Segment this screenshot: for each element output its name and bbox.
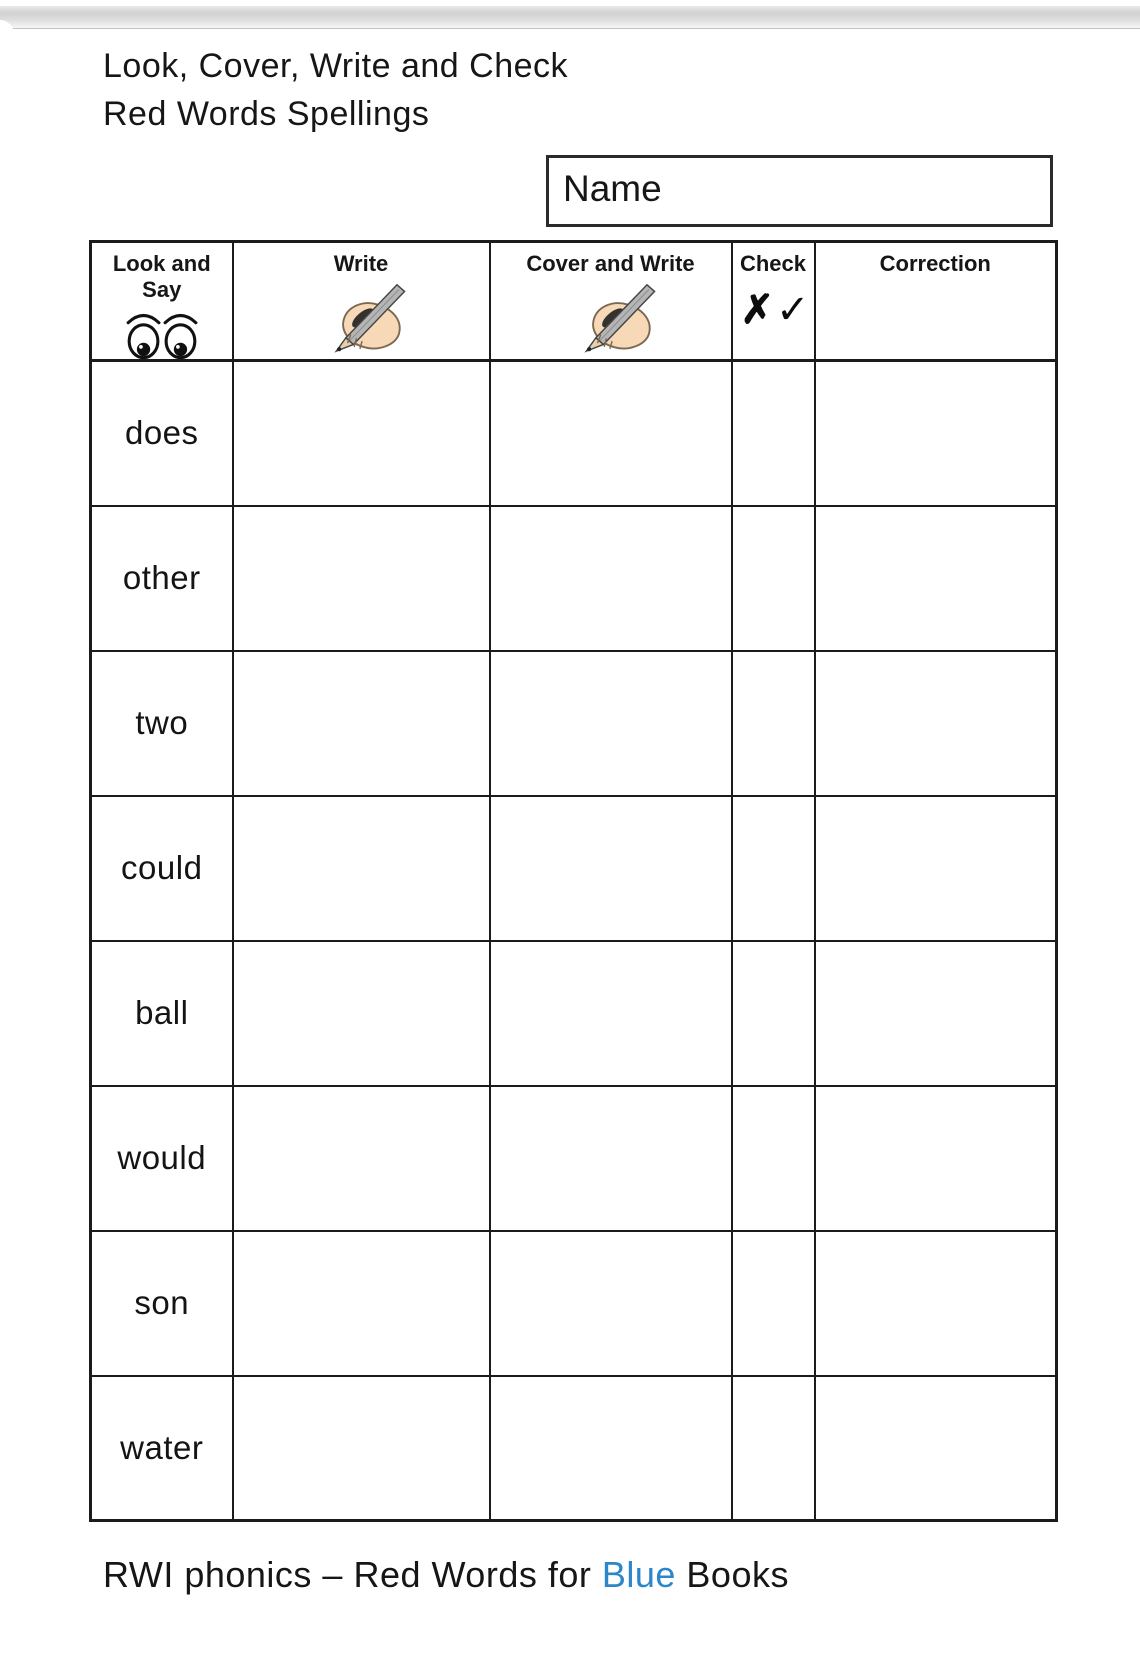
correction-cell	[815, 1231, 1057, 1376]
word-cell: does	[91, 361, 233, 506]
page-title	[103, 42, 568, 138]
cover-write-cell	[490, 361, 732, 506]
table-row	[91, 941, 1057, 1086]
word-cell: could	[91, 796, 233, 941]
correction-cell	[815, 651, 1057, 796]
spelling-table	[89, 240, 1058, 1522]
correction-cell	[815, 796, 1057, 941]
footer-highlight: Blue	[601, 1554, 676, 1595]
col-header-label: Cover and Write	[526, 251, 695, 276]
word-cell: water	[91, 1376, 233, 1521]
cross-mark: ✗	[740, 288, 777, 332]
write-cell	[233, 651, 490, 796]
table-row	[91, 361, 1057, 506]
table-row	[91, 1086, 1057, 1231]
write-cell	[233, 941, 490, 1086]
check-cell	[732, 651, 815, 796]
check-cell	[732, 796, 815, 941]
name-box-label: Name	[563, 168, 662, 209]
name-box	[546, 155, 1053, 227]
table-row	[91, 1376, 1057, 1521]
cover-write-cell	[490, 1086, 732, 1231]
cover-write-cell	[490, 1376, 732, 1521]
cover-write-cell	[490, 941, 732, 1086]
eyes-icon	[123, 307, 201, 359]
scrollbar-track[interactable]	[0, 6, 1140, 29]
cover-write-cell	[490, 651, 732, 796]
page-corner-notch	[0, 20, 14, 48]
check-cell	[732, 506, 815, 651]
col-header-cover-and-write	[490, 242, 732, 361]
check-cell	[732, 1086, 815, 1231]
word-cell: would	[91, 1086, 233, 1231]
tick-mark: ✓	[776, 288, 812, 332]
correction-cell	[815, 361, 1057, 506]
col-header-label: Check	[739, 251, 807, 276]
footer-prefix: RWI phonics – Red Words for	[103, 1554, 602, 1595]
correction-cell	[815, 1376, 1057, 1521]
word-cell: ball	[91, 941, 233, 1086]
col-header-label: Look and	[112, 251, 211, 276]
check-cell	[732, 1376, 815, 1521]
cross-tick-marks	[733, 277, 814, 333]
table-row	[91, 651, 1057, 796]
table-row	[91, 506, 1057, 651]
correction-cell	[815, 1086, 1057, 1231]
footer-suffix: Books	[675, 1554, 789, 1595]
cover-write-cell	[490, 1231, 732, 1376]
table-row	[91, 796, 1057, 941]
correction-cell	[815, 941, 1057, 1086]
col-header-check	[732, 242, 815, 361]
write-cell	[233, 506, 490, 651]
writing-hand-icon	[313, 281, 409, 353]
col-header-label: Correction	[879, 251, 991, 276]
footer-text	[103, 1554, 789, 1596]
write-cell	[233, 1231, 490, 1376]
check-cell	[732, 1231, 815, 1376]
write-cell	[233, 1376, 490, 1521]
write-cell	[233, 361, 490, 506]
table-row	[91, 1231, 1057, 1376]
page-title-line2: Red Words Spellings	[103, 95, 430, 133]
col-header-label: Say	[142, 277, 182, 302]
col-header-correction	[815, 242, 1057, 361]
cover-write-cell	[490, 506, 732, 651]
write-cell	[233, 1086, 490, 1231]
correction-cell	[815, 506, 1057, 651]
col-header-label: Write	[333, 251, 389, 276]
word-cell: two	[91, 651, 233, 796]
word-cell: other	[91, 506, 233, 651]
word-cell: son	[91, 1231, 233, 1376]
check-cell	[732, 941, 815, 1086]
writing-hand-icon	[563, 281, 659, 353]
cover-write-cell	[490, 796, 732, 941]
check-cell	[732, 361, 815, 506]
table-header-row	[91, 242, 1057, 361]
write-cell	[233, 796, 490, 941]
col-header-write	[233, 242, 490, 361]
col-header-look-and-say	[91, 242, 233, 361]
page-title-line1: Look, Cover, Write and Check	[103, 47, 569, 85]
